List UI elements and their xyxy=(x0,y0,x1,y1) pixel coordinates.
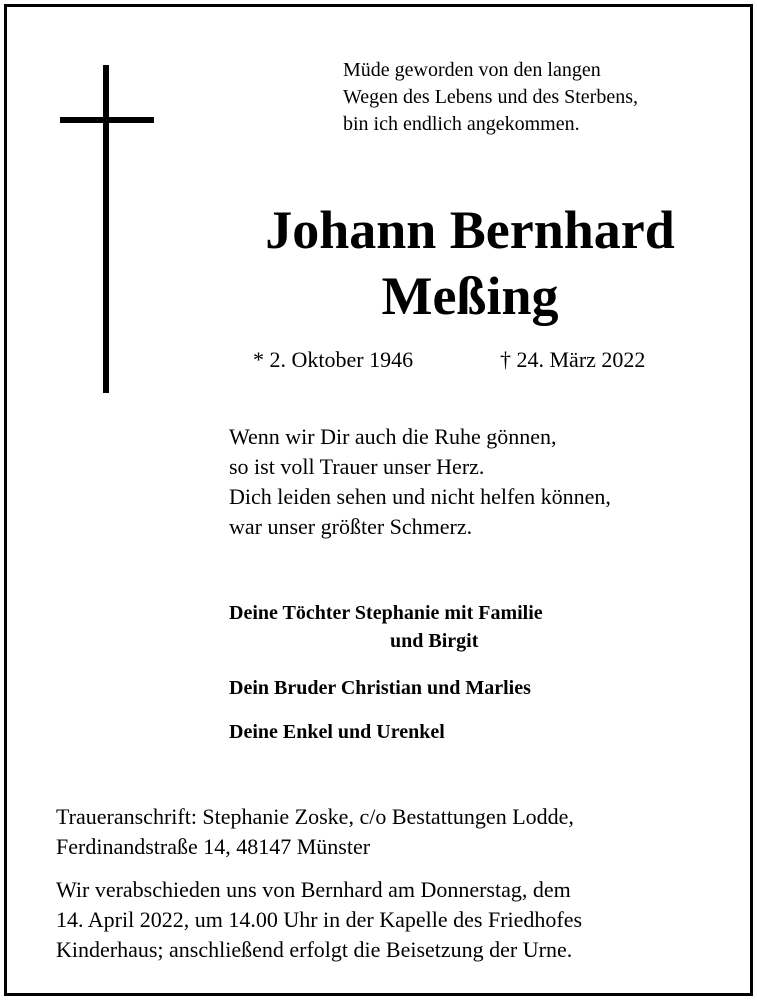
mourners-daughters-cont: und Birgit xyxy=(390,630,479,652)
birth-date: * 2. Oktober 1946 xyxy=(253,347,414,372)
top-verse-line: Müde geworden von den langen xyxy=(343,59,601,81)
cross-icon xyxy=(103,65,109,393)
mourners-grandchildren: Deine Enkel und Urenkel xyxy=(229,721,445,743)
address-line: Traueranschrift: Stephanie Zoske, c/o Bestattungen Lodde, xyxy=(56,804,574,829)
notice-line: Kinderhaus; anschließend erfolgt die Beisetzung der Urne. xyxy=(56,937,573,962)
verse-line: war unser größter Schmerz. xyxy=(229,514,473,539)
top-verse-line: bin ich endlich angekommen. xyxy=(343,113,580,135)
memorial-verse xyxy=(229,422,611,542)
top-verse xyxy=(343,57,638,138)
notice-line: Wir verabschieden uns von Bernhard am Donnerstag, dem xyxy=(56,877,571,902)
death-date: † 24. März 2022 xyxy=(500,347,646,372)
address-line: Ferdinandstraße 14, 48147 Münster xyxy=(56,834,371,859)
deceased-name-first: Johann Bernhard xyxy=(265,200,675,260)
cross-icon-bar xyxy=(60,117,154,123)
verse-line: so ist voll Trauer unser Herz. xyxy=(229,454,485,479)
verse-line: Dich leiden sehen und nicht helfen können, xyxy=(229,484,611,509)
deceased-name-last: Meßing xyxy=(381,266,559,326)
mourning-address xyxy=(56,802,574,862)
top-verse-line: Wegen des Lebens und des Sterbens, xyxy=(343,86,638,108)
notice-line: 14. April 2022, um 14.00 Uhr in der Kapelle des Friedhofes xyxy=(56,907,583,932)
funeral-notice xyxy=(56,875,582,965)
mourners-daughters: Deine Töchter Stephanie mit Familie xyxy=(229,602,543,624)
verse-line: Wenn wir Dir auch die Ruhe gönnen, xyxy=(229,424,557,449)
mourners-brother: Dein Bruder Christian und Marlies xyxy=(229,677,531,699)
